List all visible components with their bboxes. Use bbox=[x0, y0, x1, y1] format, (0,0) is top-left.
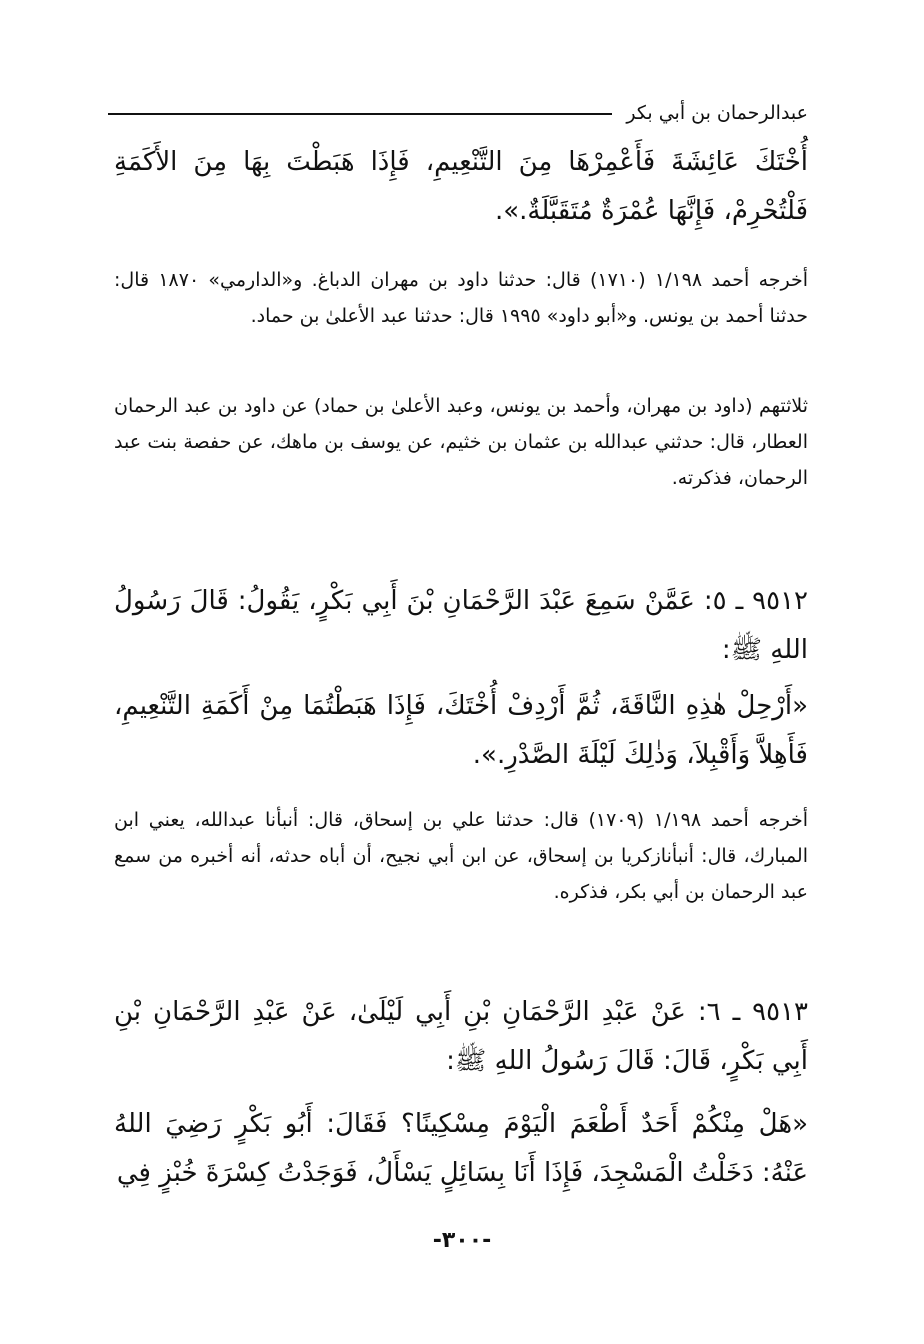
hadith-matn bbox=[114, 682, 808, 780]
takhrij-text: أخرجه أحمد ١/١٩٨ (١٧١٠) قال: حدثنا داود بن مهران الدباغ. و«الدارمي» ١٨٧٠ قال: حدثنا أحمد بن يونس. و«أبو داود» ١٩٩٥ قال: حدثنا عبد الأعلىٰ بن حماد. bbox=[114, 269, 809, 327]
header-rule bbox=[108, 113, 612, 115]
hadith-heading bbox=[114, 988, 808, 1086]
hadith-matn bbox=[114, 1100, 808, 1198]
takhrij-text: ثلاثتهم (داود بن مهران، وأحمد بن يونس، وعبد الأعلىٰ بن حماد) عن داود بن عبد الرحمان العطار، قال: حدثني عبدالله بن عثمان بن خثيم، عن يوسف بن ماهك، عن حفصة بنت عبد الرحمان، فذكرته. bbox=[114, 395, 808, 489]
running-header bbox=[108, 98, 808, 128]
hadith-continuation bbox=[114, 138, 808, 236]
hadith-isnad: ٩٥١٣ ـ ٦: عَنْ عَبْدِ الرَّحْمَانِ بْنِ أَبِي لَيْلَىٰ، عَنْ عَبْدِ الرَّحْمَانِ بْنِ أَبِي بَكْرٍ، قَالَ: قَالَ رَسُولُ اللهِ ﷺ: bbox=[114, 997, 808, 1076]
takhrij-paragraph bbox=[114, 262, 808, 334]
takhrij-text: أخرجه أحمد ١/١٩٨ (١٧٠٩) قال: حدثنا علي بن إسحاق، قال: أنبأنا عبدالله، يعني ابن المبارك، قال: أنبأنازكريا بن إسحاق، عن ابن أبي نجيح، أن أباه حدثه، أنه أخبره من سمع عبد الرحمان بن أبي بكر، فذكره. bbox=[114, 809, 809, 903]
running-title: عبدالرحمان بن أبي بكر bbox=[626, 102, 808, 124]
takhrij-paragraph bbox=[114, 802, 808, 910]
hadith-text: «أَرْحِلْ هٰذِهِ النَّاقَةَ، ثُمَّ أَرْدِفْ أُخْتَكَ، فَإِذَا هَبَطْتُمَا مِنْ أَكَمَةِ التَّنْعِيمِ، فَأَهِلاَّ وَأَقْبِلاَ، وَذٰلِكَ لَيْلَةَ الصَّدْرِ.». bbox=[114, 691, 808, 770]
takhrij-paragraph bbox=[114, 388, 808, 496]
hadith-isnad: ٩٥١٢ ـ ٥: عَمَّنْ سَمِعَ عَبْدَ الرَّحْمَانِ بْنَ أَبِي بَكْرٍ، يَقُولُ: قَالَ رَسُولُ اللهِ ﷺ: bbox=[114, 586, 808, 665]
hadith-text: أُخْتَكَ عَائِشَةَ فَأَعْمِرْهَا مِنَ التَّنْعِيمِ، فَإِذَا هَبَطْتَ بِهَا مِنَ الأَكَمَةِ فَلْتُحْرِمْ، فَإِنَّهَا عُمْرَةٌ مُتَقَبَّلَةٌ.». bbox=[114, 147, 808, 226]
hadith-text: «هَلْ مِنْكُمْ أَحَدٌ أَطْعَمَ الْيَوْمَ مِسْكِينًا؟ فَقَالَ: أَبُو بَكْرٍ رَضِيَ اللهُ عَنْهُ: دَخَلْتُ الْمَسْجِدَ، فَإِذَا أَنَا بِسَائِلٍ يَسْأَلُ، فَوَجَدْتُ كِسْرَةَ خُبْزٍ فِي bbox=[114, 1109, 808, 1188]
page-number: -٣٠٠- bbox=[432, 1228, 492, 1253]
hadith-heading bbox=[114, 577, 808, 675]
